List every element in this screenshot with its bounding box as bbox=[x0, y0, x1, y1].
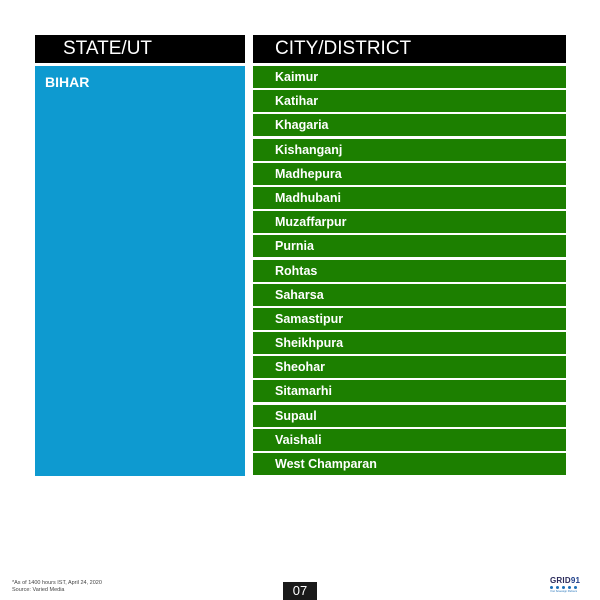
city-row: Rohtas bbox=[253, 260, 566, 282]
footnote-source: Source: Varied Media bbox=[12, 587, 65, 593]
footnote bbox=[12, 580, 102, 594]
city-row: Khagaria bbox=[253, 114, 566, 136]
grid91-logo bbox=[550, 576, 590, 596]
city-row: Sitamarhi bbox=[253, 380, 566, 402]
city-row: Sheikhpura bbox=[253, 332, 566, 354]
state-name: BIHAR bbox=[45, 74, 90, 90]
city-row: Madhepura bbox=[253, 163, 566, 185]
city-row: Muzaffarpur bbox=[253, 211, 566, 233]
city-row: Saharsa bbox=[253, 284, 566, 306]
city-row: Supaul bbox=[253, 405, 566, 427]
state-column-header: STATE/UT bbox=[35, 35, 245, 63]
logo-dots-icon bbox=[550, 586, 590, 589]
logo-tagline: Your Sovereign Partners bbox=[550, 590, 578, 593]
city-row: Vaishali bbox=[253, 429, 566, 451]
city-row: West Champaran bbox=[253, 453, 566, 475]
city-row: Madhubani bbox=[253, 187, 566, 209]
footnote-date: *As of 1400 hours IST, April 24, 2020 bbox=[12, 580, 102, 586]
city-row: Kaimur bbox=[253, 66, 566, 88]
city-row: Kishanganj bbox=[253, 139, 566, 161]
city-row: Katihar bbox=[253, 90, 566, 112]
city-row: Sheohar bbox=[253, 356, 566, 378]
state-panel bbox=[35, 66, 245, 476]
logo-prefix: GRID bbox=[550, 576, 571, 585]
city-row: Purnia bbox=[253, 235, 566, 257]
page-number: 07 bbox=[283, 582, 317, 600]
city-list bbox=[253, 66, 566, 477]
logo-number: 91 bbox=[570, 576, 581, 585]
logo-wordmark bbox=[550, 576, 590, 585]
city-row: Samastipur bbox=[253, 308, 566, 330]
city-column-header: CITY/DISTRICT bbox=[253, 35, 566, 63]
